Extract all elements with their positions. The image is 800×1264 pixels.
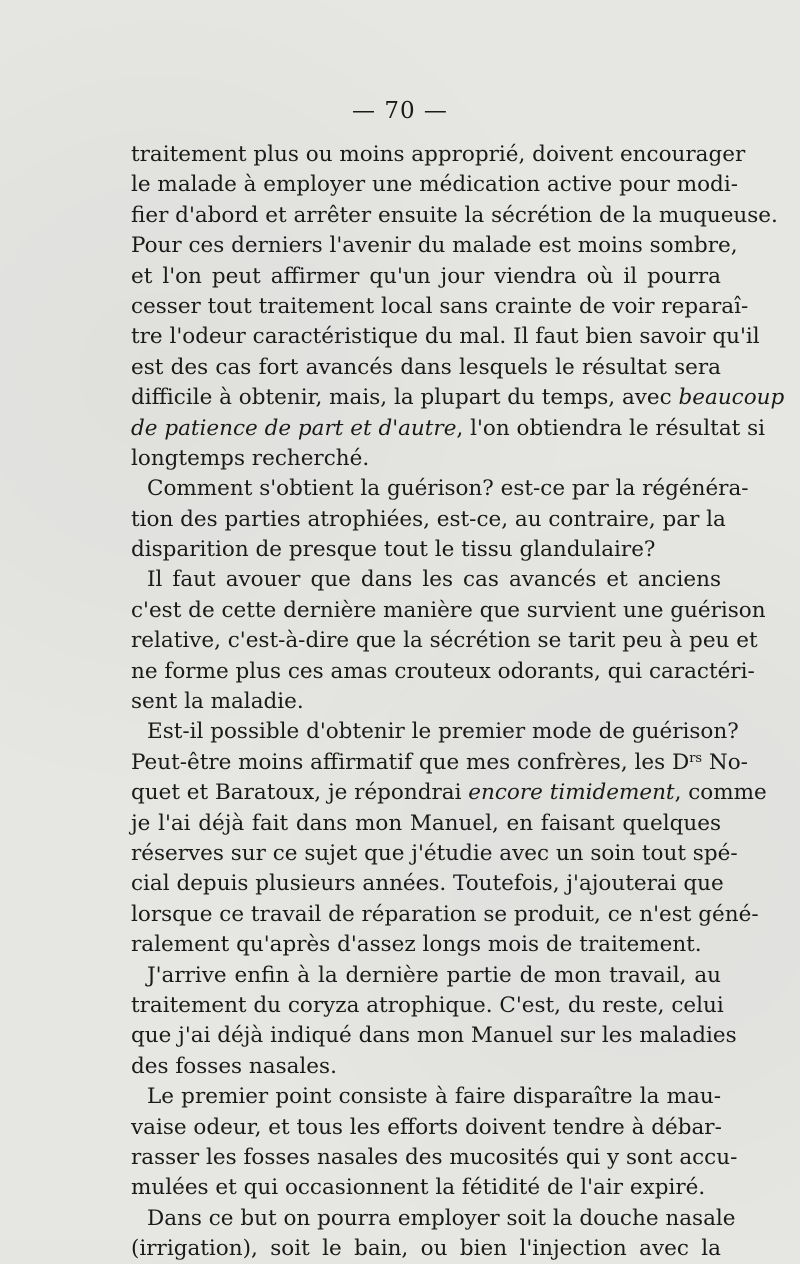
text-line: Dans ce but on pourra employer soit la douche nasale: [147, 1205, 736, 1231]
text-line: disparition de presque tout le tissu glandulaire?: [131, 537, 656, 563]
text-line: c'est de cette dernière manière que survient une guérison: [131, 597, 766, 623]
text-line: des fosses nasales.: [131, 1053, 337, 1079]
italic-run: de patience de part et d'autre: [131, 415, 457, 441]
text-line: cial depuis plusieurs années. Toutefois, j'ajouterai que: [131, 871, 724, 897]
italic-run: encore timidement: [468, 780, 675, 806]
text-line: je l'ai déjà fait dans mon Manuel, en faisant quelques: [131, 810, 721, 836]
text-line: cesser tout traitement local sans crainte de voir reparaî-: [131, 293, 749, 319]
text-run: No-: [702, 749, 748, 775]
text-line: traitement du coryza atrophique. C'est, du reste, celui: [131, 992, 724, 1018]
text-run: Peut-être moins affirmatif que mes confrères, les D: [131, 749, 690, 775]
text-run: , l'on obtiendra le résultat si: [456, 415, 766, 441]
text-line: (irrigation), soit le bain, ou bien l'injection avec la: [131, 1236, 721, 1262]
text-line: [131, 414, 766, 444]
text-line: lorsque ce travail de réparation se produit, ce n'est géné-: [131, 901, 759, 927]
text-line: fier d'abord et arrêter ensuite la sécrétion de la muqueuse.: [131, 202, 778, 228]
text-line: ne forme plus ces amas crouteux odorants, qui caractéri-: [131, 658, 755, 684]
text-line: et l'on peut affirmer qu'un jour viendra où il pourra: [131, 263, 721, 289]
text-line: le malade à employer une médication active pour modi-: [131, 172, 738, 198]
text-line: J'arrive enfin à la dernière partie de mon travail, au: [147, 962, 721, 988]
text-line: traitement plus ou moins approprié, doivent encourager: [131, 142, 746, 167]
text-line: Il faut avouer que dans les cas avancés et anciens: [147, 567, 721, 593]
superscript: rs: [689, 750, 703, 766]
text-line: [131, 383, 785, 413]
text-line: relative, c'est-à-dire que la sécrétion se tarit peu à peu et: [131, 628, 758, 654]
text-run: difficile à obtenir, mais, la plupart du temps, avec: [131, 385, 679, 411]
text-line: rasser les fosses nasales des mucosités qui y sont accu-: [131, 1144, 738, 1170]
text-line: que j'ai déjà indiqué dans mon Manuel sur les maladies: [131, 1023, 737, 1049]
text-run: quet et Baratoux, je répondrai: [131, 780, 469, 806]
text-line: [131, 748, 748, 778]
text-line: Comment s'obtient la guérison? est-ce par la régénéra-: [147, 476, 749, 502]
text-line: réserves sur ce sujet que j'étudie avec un soin tout spé-: [131, 840, 738, 866]
text-run: , comme: [674, 780, 767, 806]
text-line: Est-il possible d'obtenir le premier mode de guérison?: [147, 719, 739, 745]
text-line: mulées et qui occasionnent la fétidité de l'air expiré.: [131, 1175, 706, 1201]
text-line: ralement qu'après d'assez longs mois de traitement.: [131, 932, 702, 958]
text-line: [131, 778, 767, 808]
text-line: Le premier point consiste à faire disparaître la mau-: [147, 1084, 721, 1110]
text-line: tre l'odeur caractéristique du mal. Il faut bien savoir qu'il: [131, 324, 760, 350]
page-number: — 70 —: [352, 98, 448, 124]
text-line: vaise odeur, et tous les efforts doivent tendre à débar-: [131, 1114, 722, 1140]
text-line: Pour ces derniers l'avenir du malade est moins sombre,: [131, 233, 738, 259]
body-text: [131, 140, 785, 1264]
text-line: sent la maladie.: [131, 689, 304, 715]
text-line: longtemps recherché.: [131, 445, 370, 471]
italic-run: beaucoup: [678, 385, 785, 411]
text-line: est des cas fort avancés dans lesquels le résultat sera: [131, 354, 721, 380]
text-line: tion des parties atrophiées, est-ce, au contraire, par la: [131, 506, 726, 532]
